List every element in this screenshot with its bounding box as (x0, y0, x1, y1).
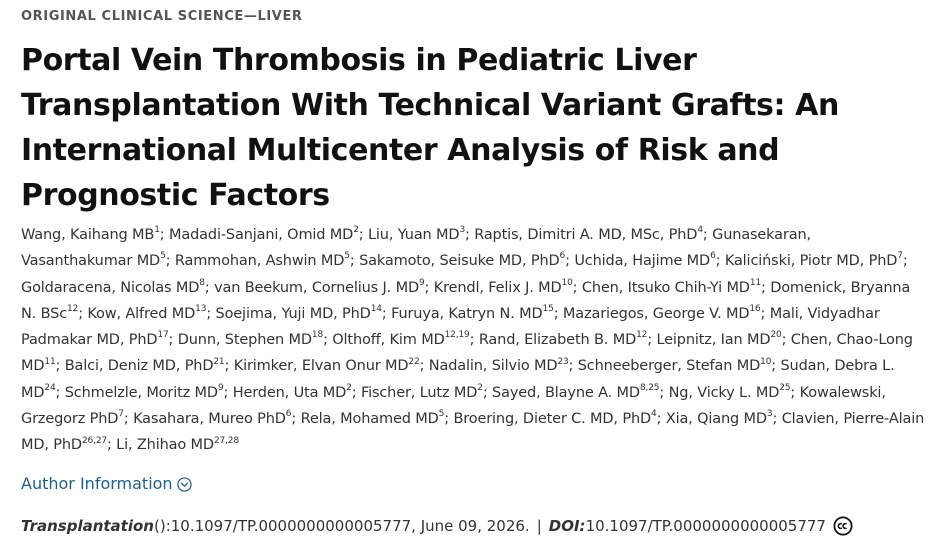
author-information-toggle[interactable] (21, 473, 192, 495)
affiliation-ref: 4 (651, 409, 657, 420)
author-name: Nadalin, Silvio MD (428, 358, 558, 375)
affiliation-ref: 11 (44, 356, 56, 367)
author-entry (216, 306, 382, 322)
author-name: Wang, Kaihang MB (21, 227, 155, 243)
affiliation-ref: 7 (897, 251, 903, 262)
journal-name: Transplantation (21, 516, 154, 535)
affiliation-ref: 9 (217, 382, 224, 393)
author-entry (574, 253, 715, 269)
affiliation-ref: 12 (636, 330, 648, 341)
author-name: Chen, Chao-Long MD (21, 332, 913, 375)
affiliation-ref: 5 (438, 409, 445, 420)
affiliation-ref: 2 (353, 225, 359, 236)
author-name: Goldaracena, Nicolas MD (21, 279, 200, 296)
author-name: Balci, Deniz MD, PhD (64, 358, 214, 375)
affiliation-ref: 5 (160, 251, 166, 262)
author-name: Schmelzle, Moritz MD (64, 384, 218, 401)
author-entry (133, 411, 291, 427)
citation-reference: ():10.1097/TP.0000000000005777, June 09, 2026. (153, 516, 530, 535)
author-name: Kowalewski, Grzegorz PhD (21, 384, 886, 428)
author-name: Madadi-Sanjani, Omid MD (169, 227, 354, 243)
author-name: Kasahara, Mureo PhD (133, 411, 286, 428)
affiliation-ref: 18 (311, 330, 324, 341)
citation-line (21, 515, 921, 537)
affiliation-ref: 2 (346, 382, 352, 393)
author-entry (433, 277, 573, 296)
author-name: Olthoff, Kim MD (332, 332, 445, 349)
author-name: Raptis, Dimitri A. MD, MSc, PhD (474, 227, 698, 243)
author-name: Schneeberger, Stefan MD (577, 358, 761, 375)
author-name: Fischer, Lutz MD (360, 384, 478, 401)
author-name: Krendl, Felix J. MD (433, 279, 562, 296)
affiliation-ref: 10 (561, 277, 573, 288)
affiliation-ref: 8,25 (639, 382, 660, 393)
author-information-label: Author Information (21, 473, 173, 493)
author-entry (668, 382, 791, 401)
author-name: Clavien, Pierre-Alain MD, PhD (21, 411, 925, 454)
author-name: Furuya, Katryn N. MD (391, 305, 543, 322)
author-name: Kirimker, Elvan Onur MD (233, 358, 409, 375)
affiliation-ref: 20 (770, 330, 782, 341)
author-list: Wang, Kaihang $MB^1$; Madadi-Sanjani, Omid $MD^2$; Liu, Yuan $MD^3$; Raptis, Dimitri A. MD, MSc, PhD$^4$; Gunasekaran, Vasanthakumar $MD^5$; Rammohan, Ashwin $MD^5$; Sakamoto, Seisuke MD, PhD$^6$; Uchida, Hajime $MD^6$; Kaliciński, Piotr MD, PhD$^7$; Goldaracena, Nicolas $MD^8$; van Beekum, Cornelius J. $MD^9$; Krendl, Felix J. MD$^{10}$; Chen, Itsuko Chih-Yi MD$^{11}$; Domenick, Bryanna N. BSc$^{12}$; Kow, Alfred MD$^{13}$; Soejima, Yuji MD, PhD$^{14}$; Furuya, Katryn N. MD$^{15}$; Mazariegos, George V. MD$^{16}$; Mali, Vidyadhar Padmakar MD, PhD$^{17}$; Dunn, Stephen MD$^{18}$; Olthoff, Kim MD$^{12,19}$; Rand, Elizabeth B. MD$^{12}$; Leipnitz, Ian MD$^{20}$; Chen, Chao-Long MD$^{11}$; Balci, Deniz MD, PhD$^{21}$; Kirimker, Elvan Onur MD$^{22}$; Nadalin, Silvio MD$^{23}$; Schneeberger, Stefan MD$^{10}$; Sudan, Debra L. MD$^{24}$; Schmelzle, Moritz $MD^9$; Herden, Uta $MD^2$; Fischer, Lutz $MD^2$; Sayed, Blayne A. MD$^{8,25}$; Ng, Vicky L. MD$^{25}$; Kowalewski, Grzegorz PhD$^7$; Kasahara, Mureo PhD$^6$; Rela, Mohamed $MD^5$; Broering, Dieter C. MD, PhD$^4$; Xia, Qiang $MD^3$; Clavien, Pierre-Alain MD, PhD$^{26,27}$; Li, Zhihao MD$^{27,28}$ (21, 225, 925, 454)
author-name: Soejima, Yuji MD, PhD (215, 305, 371, 322)
author-entry (479, 332, 647, 348)
affiliation-ref: 27,28 (213, 435, 239, 446)
author-entry (474, 227, 703, 243)
affiliation-ref: 10 (760, 356, 772, 367)
author-name: Herden, Uta MD (232, 384, 347, 401)
affiliation-ref: 2 (477, 382, 483, 393)
affiliation-ref: 8 (199, 277, 205, 288)
affiliation-ref: 3 (459, 225, 466, 236)
author-entry (169, 227, 359, 243)
author-name: Rela, Mohamed MD (300, 411, 439, 428)
author-entry (429, 358, 569, 374)
author-name: Li, Zhihao MD (116, 437, 214, 454)
author-name: Broering, Dieter C. MD, PhD (453, 411, 651, 428)
affiliation-ref: 11 (749, 277, 761, 288)
affiliation-ref: 22 (408, 356, 420, 367)
section-label: ORIGINAL CLINICAL SCIENCE—LIVER (21, 9, 303, 24)
author-entry (359, 253, 565, 269)
author-entry (666, 411, 773, 427)
author-name: Gunasekaran, Vasanthakumar MD (21, 227, 811, 270)
affiliation-ref: 12,19 (444, 330, 470, 341)
creative-commons-icon[interactable] (833, 516, 853, 536)
author-entry (21, 227, 160, 243)
article-header (21, 0, 925, 537)
article-title: Portal Vein Thrombosis in Pediatric Liver Transplantation With Technical Variant Grafts: An International Multicenter Analysis of Risk and Prognostic Factors (21, 43, 839, 213)
affiliation-ref: 5 (344, 251, 350, 262)
affiliation-ref: 15 (542, 304, 554, 315)
author-name: van Beekum, Cornelius J. MD (214, 279, 419, 296)
affiliation-ref: 23 (557, 356, 569, 367)
author-name: Uchida, Hajime MD (574, 253, 711, 270)
author-name: Kaliciński, Piotr MD, PhD (724, 253, 898, 270)
affiliation-ref: 6 (710, 251, 716, 262)
author-entry (175, 253, 350, 269)
author-name: Ng, Vicky L. MD (668, 384, 780, 401)
author-name: Xia, Qiang MD (665, 411, 767, 428)
author-entry (301, 411, 445, 427)
author-entry (178, 332, 323, 348)
author-name: Leipnitz, Ian MD (656, 332, 771, 349)
doi-value[interactable]: 10.1097/TP.0000000000005777 (585, 516, 826, 535)
author-entry (234, 358, 420, 374)
author-name: Rammohan, Ashwin MD (174, 253, 345, 270)
author-entry (87, 306, 206, 322)
author-name: Kow, Alfred MD (87, 305, 196, 322)
author-entry (65, 358, 225, 374)
author-name: Rand, Elizabeth B. MD (478, 332, 637, 349)
author-name: Chen, Itsuko Chih-Yi MD (581, 279, 750, 296)
author-entry (492, 382, 660, 401)
author-entry (360, 382, 483, 401)
author-name: Dunn, Stephen MD (177, 332, 312, 349)
author-name: Mazariegos, George V. MD (562, 305, 750, 322)
author-entry (563, 306, 761, 322)
affiliation-ref: 14 (370, 304, 382, 315)
citation-separator: | (536, 516, 542, 535)
affiliation-ref: 9 (418, 277, 425, 288)
affiliation-ref: 6 (285, 409, 292, 420)
affiliation-ref: 3 (766, 409, 773, 420)
affiliation-ref: 17 (157, 330, 169, 341)
affiliation-ref: 21 (213, 356, 225, 367)
author-name: Domenick, Bryanna N. BSc (21, 279, 911, 322)
author-entry (214, 277, 425, 296)
affiliation-ref: 25 (779, 382, 791, 393)
affiliation-ref: 24 (44, 382, 56, 393)
affiliation-ref: 7 (118, 409, 124, 420)
author-name: Sakamoto, Seisuke MD, PhD (359, 253, 560, 270)
author-entry (368, 227, 465, 243)
affiliation-ref: 12 (67, 304, 79, 315)
affiliation-ref: 26,27 (81, 435, 107, 446)
author-entry (656, 332, 781, 348)
author-entry (581, 277, 761, 296)
affiliation-ref: 13 (195, 304, 207, 315)
author-name: Sayed, Blayne A. MD (492, 384, 640, 401)
doi-label: DOI: (548, 516, 586, 535)
affiliation-ref: 16 (749, 304, 761, 315)
author-entry (332, 332, 469, 348)
author-entry (64, 382, 224, 401)
author-name: Mali, Vidyadhar Padmakar MD, PhD (21, 305, 880, 349)
author-entry (116, 437, 239, 453)
author-entry (453, 411, 656, 427)
author-entry (391, 306, 554, 322)
author-entry (725, 253, 903, 269)
author-entry (232, 382, 352, 401)
affiliation-ref: 1 (154, 225, 160, 236)
affiliation-ref: 4 (697, 225, 703, 236)
author-entry (578, 358, 772, 374)
author-name: Sudan, Debra L. MD (21, 358, 895, 401)
chevron-down-circle-icon (177, 476, 192, 491)
affiliation-ref: 6 (559, 251, 566, 262)
author-name: Liu, Yuan MD (367, 227, 460, 243)
author-entry (21, 277, 205, 296)
